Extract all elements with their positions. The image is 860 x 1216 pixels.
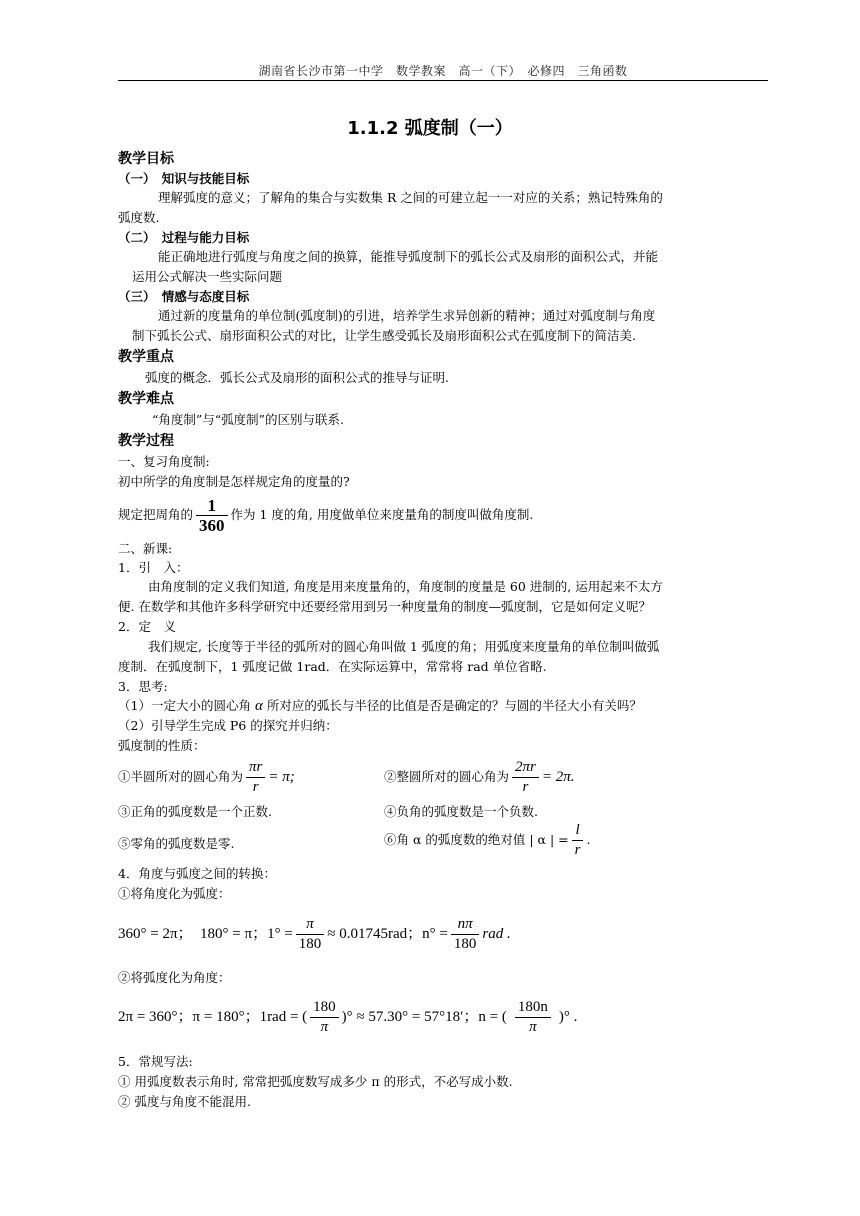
usage-rule-1: ① 用弧度数表示角时, 常常把弧度数写成多少 π 的形式，不必写成小数. [118,1074,513,1089]
goal-3-heading: （三） 情感与态度目标 [118,289,250,304]
property-2: ②整圆所对的圆心角为 $\frac{2\pi r}{r}$ = 2π. [384,759,575,795]
goal-2-line-1: 能正确地进行弧度与角度之间的换算，能推导弧度制下的弧长公式及扇形的面积公式，并能 [158,249,659,264]
difficulties-text: “角度制”与“弧度制”的区别与联系. [152,412,345,427]
goal-1-line-2: 弧度数. [118,210,160,225]
think-heading: 3．思考: [118,679,168,694]
review-post: 作为 1 度的角, 用度做单位来度量角的制度叫做角度制. [230,507,534,522]
review-heading: 一、复习角度制: [118,454,210,469]
fraction-1-over-360: $\frac{1}{360}$ [196,497,228,534]
property-1: ①半圆所对的圆心角为 $\frac{\pi r}{r}$ = π; [118,759,295,795]
definition-heading: 2．定 义 [118,619,176,634]
degree-to-radian-heading: ①将角度化为弧度： [118,886,231,901]
degree-to-radian-formula: 360° = 2π； 180° = π；1° = $\frac{\pi}{180}$ ≈ 0.01745rad；n° = $\frac{n\pi}{180}$ rad . [118,916,511,953]
key-points-text: 弧度的概念．弧长公式及扇形的面积公式的推导与证明. [145,370,449,385]
think-question-2: （2）引导学生完成 P6 的探究并归纳： [118,718,338,733]
usage-heading: 5．常规写法: [118,1054,193,1069]
key-points-heading: 教学重点 [118,349,174,365]
goal-3-line-1: 通过新的度量角的单位制(弧度制)的引进，培养学生求异创新的精神；通过对弧度制与角度 [158,308,656,323]
property-4: ④负角的弧度数是一个负数. [384,804,538,819]
usage-rule-2: ② 弧度与角度不能混用. [118,1094,251,1109]
goal-1-heading: （一） 知识与技能目标 [118,171,250,186]
property-5: ⑤零角的弧度数是零. [118,836,235,851]
new-lesson-heading: 二、新课: [118,541,173,556]
definition-line-1: 我们规定, 长度等于半径的弧所对的圆心角叫做 1 弧度的角；用弧度来度量角的单位制叫做弧 [148,639,660,654]
goal-2-heading: （二） 过程与能力目标 [118,230,250,245]
process-heading: 教学过程 [118,433,174,449]
lesson-title: 1.1.2 弧度制（一） [347,118,513,139]
review-question: 初中所学的角度制是怎样规定角的度量的? [118,474,350,489]
header-rule [118,80,768,81]
property-3: ③正角的弧度数是一个正数. [118,804,272,819]
review-pre: 规定把周角的 [118,507,194,522]
conversion-heading: 4．角度与弧度之间的转换： [118,866,276,881]
page-header: 湖南省长沙市第一中学 数学教案 高一（下） 必修四 三角函数 [258,64,628,78]
goal-1-line-1: 理解弧度的意义；了解角的集合与实数集 R 之间的可建立起一一对应的关系；熟记特殊角的 [158,190,663,205]
difficulties-heading: 教学难点 [118,391,174,407]
radian-to-degree-heading: ②将弧度化为角度： [118,970,231,985]
goal-3-line-2: 制下弧长公式、扇形面积公式的对比，让学生感受弧长及扇形面积公式在弧度制下的简洁美. [132,328,636,343]
review-definition [118,493,533,537]
definition-line-2: 度制．在弧度制下，1 弧度记做 1rad．在实际运算中，常常将 rad 单位省略. [118,659,547,674]
goals-heading: 教学目标 [118,151,174,167]
property-6: ⑥角 α 的弧度数的绝对值 | α | = $\frac{l}{r}$ . [384,822,591,858]
goal-2-line-2: 运用公式解决一些实际问题 [132,269,283,284]
radian-to-degree-formula: 2π = 360°；π = 180°；1rad = ( $\frac{180}{\pi}$ )° ≈ 57.30° = 57°18′；n = ( $\frac{180n}{\pi}$ )° . [118,999,578,1036]
alpha-symbol: α [254,698,263,714]
think-question-1: （1）一定大小的圆心角 α 所对应的弧长与半径的比值是否是确定的？与圆的半径大小有关吗？ [118,698,642,714]
intro-line-1: 由角度制的定义我们知道, 角度是用来度量角的，角度制的度量是 60 进制的, 运用起来不太方 [148,579,663,594]
intro-line-2: 便. 在数学和其他许多科学研究中还要经常用到另一种度量角的制度—弧度制，它是如何定义呢？ [118,599,651,614]
properties-heading: 弧度制的性质： [118,738,206,753]
intro-heading: 1．引 入： [118,560,189,575]
